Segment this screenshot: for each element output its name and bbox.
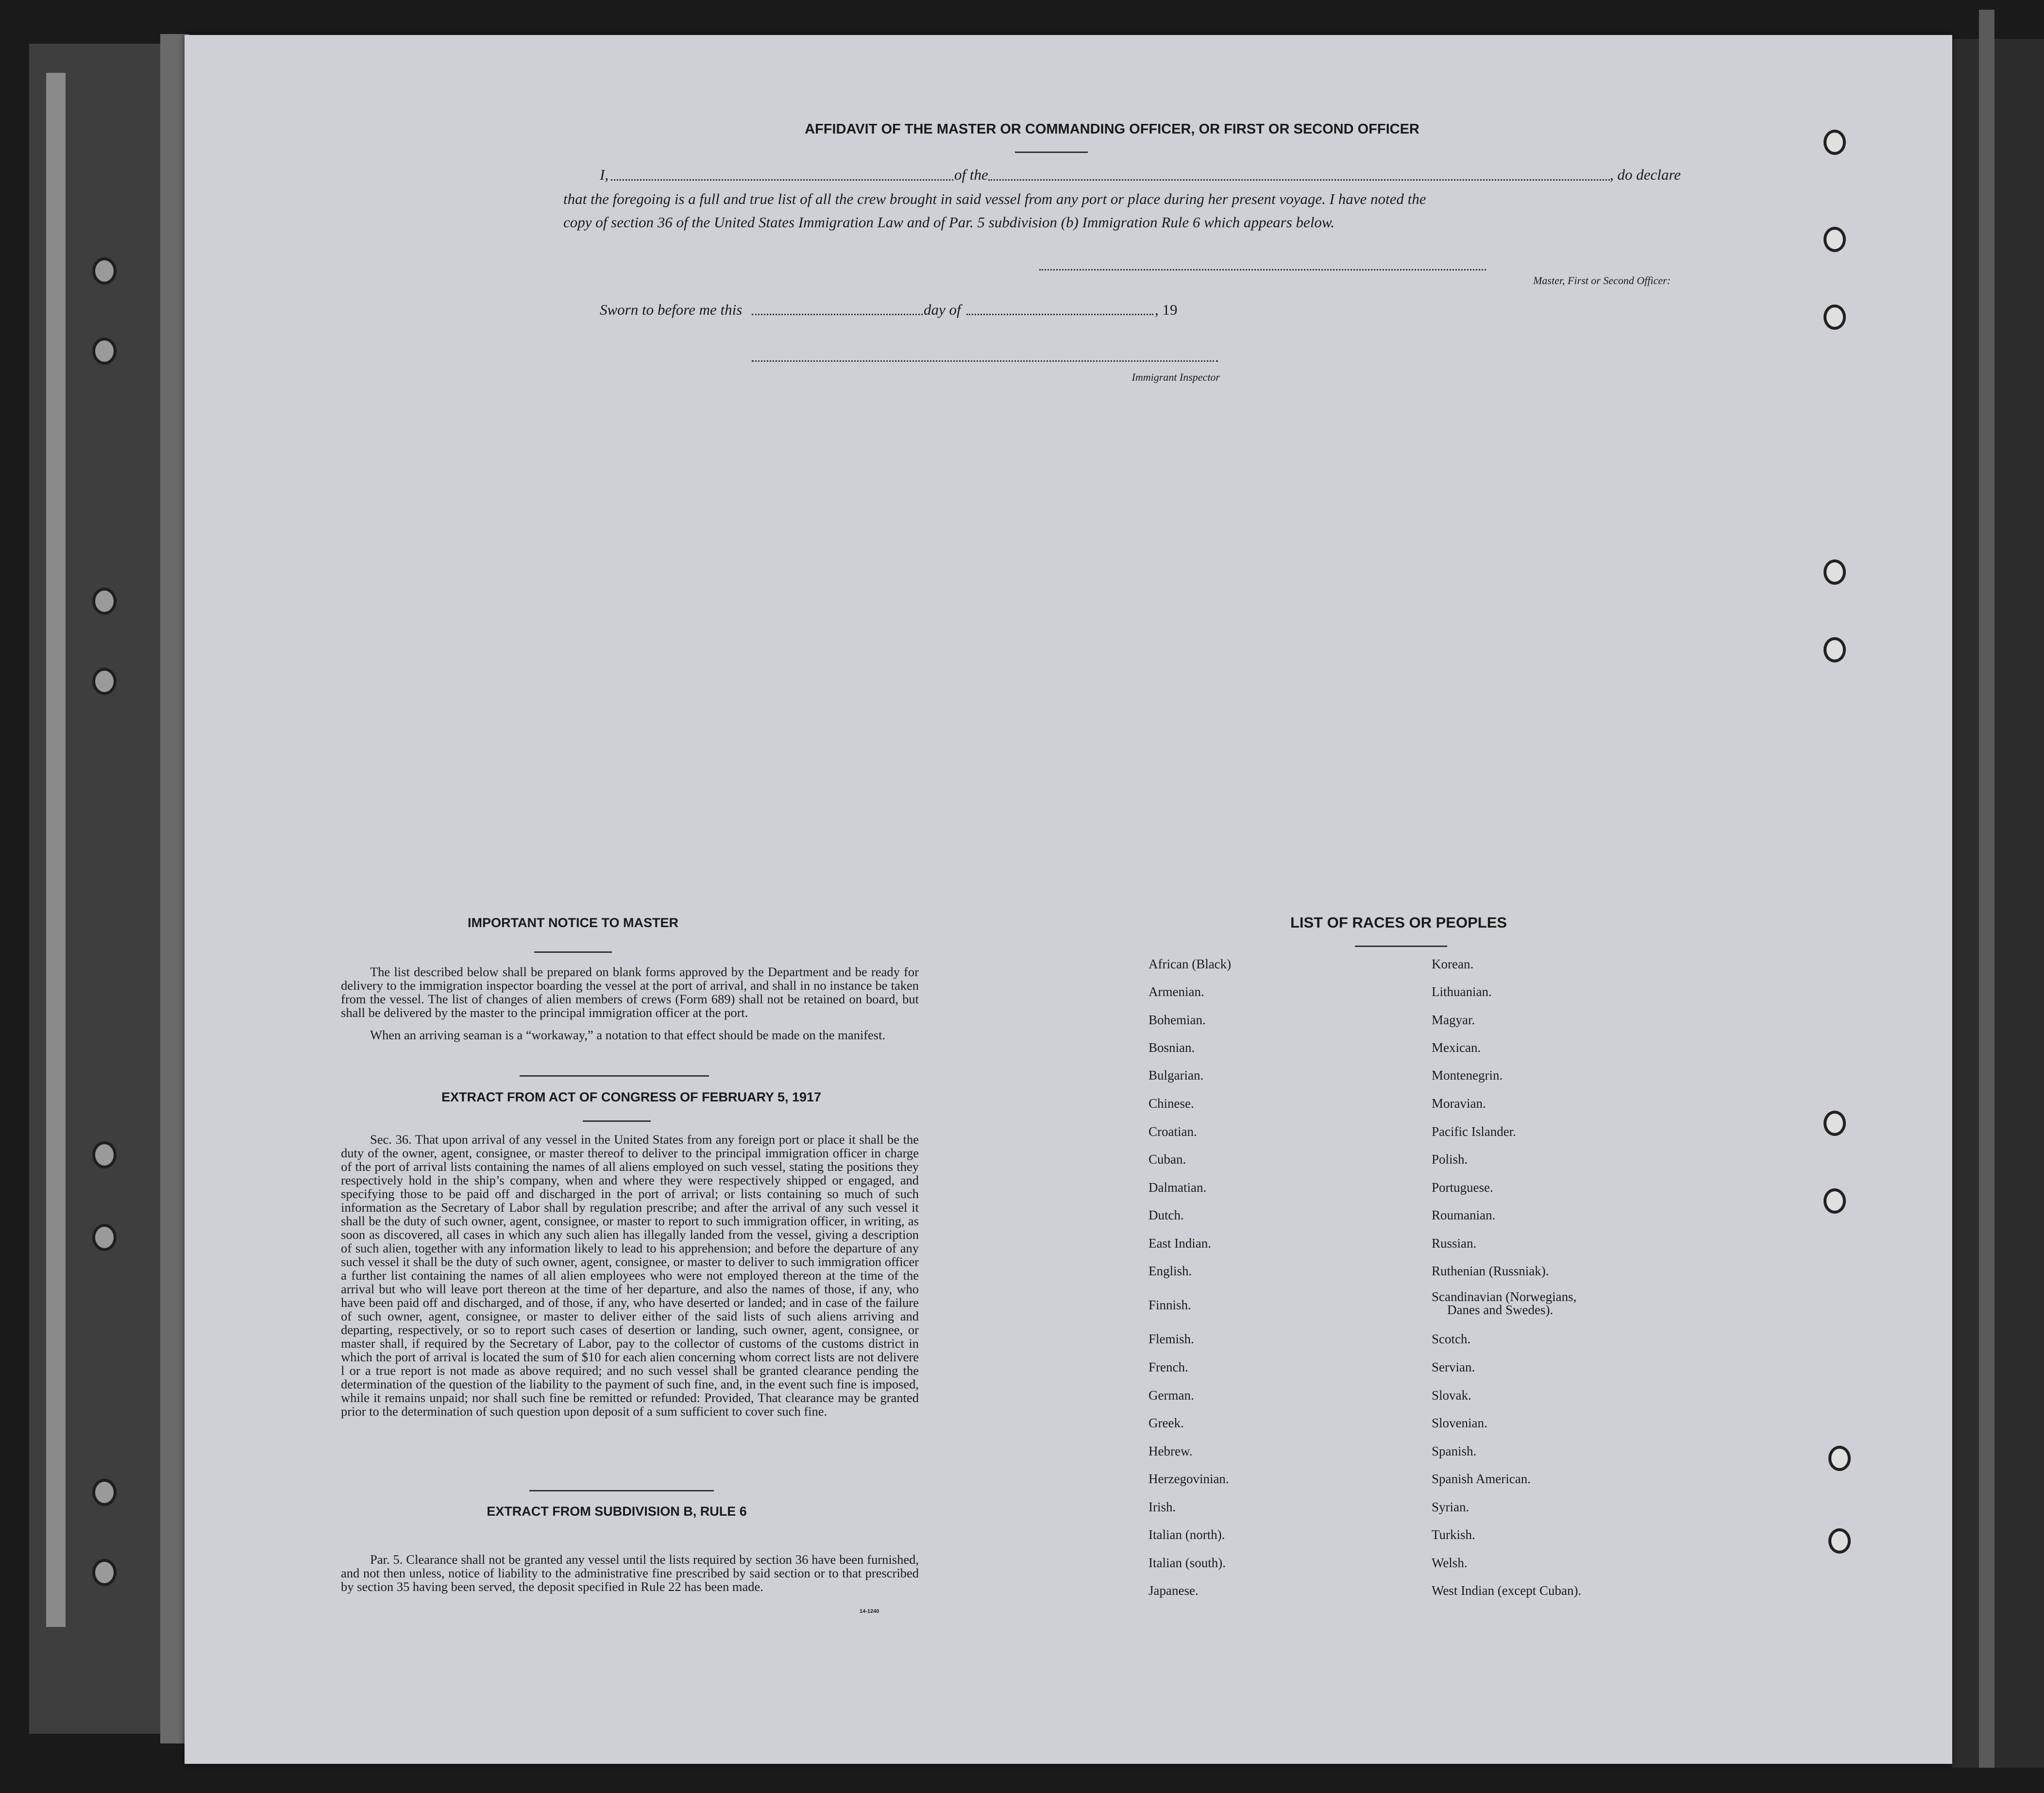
notice-paragraph-1: The list described below shall be prepared on blank forms approved by the Department and be ready for delivery to the immigration inspector boarding the vessel at the port of arrival, and shall in no instance be taken from the vessel. The list of changes of alien members of crews (Form 689) shall not be retained on board, but shall be delivered by the master to the principal immigration officer at the port. — [341, 964, 919, 1020]
declarant-name-field[interactable] — [611, 179, 953, 181]
race-left-item: Dalmatian. — [1149, 1180, 1207, 1195]
officer-signature-label: Master, First or Second Officer: — [1533, 274, 1671, 287]
punch-hole — [1824, 130, 1846, 155]
affidavit-title: AFFIDAVIT OF THE MASTER OR COMMANDING OFFICER, OR FIRST OR SECOND OFFICER — [805, 121, 1419, 137]
race-right-item: Russian. — [1432, 1236, 1477, 1251]
race-right-item: Magyar. — [1432, 1013, 1475, 1027]
vessel-name-field[interactable] — [988, 179, 1610, 181]
race-right-item: West Indian (except Cuban). — [1432, 1583, 1582, 1598]
binder-hole — [92, 588, 117, 615]
act-title: EXTRACT FROM ACT OF CONGRESS OF FEBRUARY 5, 1917 — [441, 1090, 822, 1104]
race-right-item: Polish. — [1432, 1152, 1468, 1167]
punch-hole — [1828, 1446, 1851, 1471]
race-left-item: Finnish. — [1149, 1298, 1191, 1312]
declare-label: , do declare — [1610, 166, 1681, 183]
declaration-line-2: that the foregoing is a full and true list of all the crew brought in said vessel from any port or place during her present voyage. I have noted the — [563, 190, 1426, 207]
binder-hole — [92, 1141, 117, 1168]
form-page — [185, 35, 1952, 1764]
race-right-item: Montenegrin. — [1432, 1068, 1503, 1083]
binder-hole — [92, 668, 117, 695]
race-right-item: Servian. — [1432, 1360, 1475, 1374]
race-left-item: Italian (south). — [1149, 1556, 1226, 1570]
race-left-item: African (Black) — [1149, 957, 1232, 971]
act-section-36-text: Sec. 36. That upon arrival of any vessel in the United States from any foreign port or place it shall be the duty of the owner, agent, consignee, or master thereof to deliver to the principal immigration officer in charge of the port of arrival lists containing the names of all aliens employed on such vessel, stating the positions they respectively hold in the ship’s company, when and where they were respectively shipped or engaged, and specifying those to be paid off and discharged in the port of arrival; or lists containing so much of such information as the Secretary of Labor shall by regulation prescribe; and after the arrival of any such vessel it shall be the duty of such owner, agent, consignee, or master to report to such immigration officer, in writing, as soon as discovered, all cases in which any such alien has illegally landed from the vessel, giving a description of such alien, together with any information likely to lead to his apprehension; and before the departure of any such vessel it shall be the duty of such owner, agent, consignee, or master to deliver to such immigration officer a further list containing the names of all alien employees who were not employed thereon at the time of the arrival but who will leave port thereon at the time of her departure, and also the names of those, if any, who have been paid off and discharged, and of those, if any, who have deserted or landed; and in case of the failure of such owner, agent, consignee, or master to deliver either of the said lists of such aliens arriving and departing, respectively, or so to report such cases of desertion or landing, such owner, agent, consignee, or master shall, if required by the Secretary of Labor, pay to the collector of customs of the customs district in which the port of arrival is located the sum of $10 for each alien concerning whom correct lists are not delivere l or a true report is not made as above required; and no such vessel shall be granted clearance pending the determination of the question of the liability to the payment of such fine, and, in the event such fine is imposed, while it remains unpaid; nor shall such fine be remitted or refunded: Provided, That clearance may be granted prior to the determination of such question upon deposit of a sum sufficient to cover such fine. — [341, 1132, 919, 1419]
race-left-item: Chinese. — [1149, 1096, 1194, 1111]
sworn-label: Sworn to before me this — [600, 301, 743, 318]
form-number: 14-1240 — [860, 1608, 879, 1614]
race-left-item: East Indian. — [1149, 1236, 1211, 1251]
race-right-item: Syrian. — [1432, 1500, 1470, 1514]
race-right-item: Lithuanian. — [1432, 984, 1492, 999]
race-left-item: Herzegovinian. — [1149, 1472, 1229, 1486]
race-left-item: Greek. — [1149, 1416, 1184, 1430]
punch-hole — [1824, 1188, 1846, 1214]
sworn-year-label: , 19 — [1155, 301, 1178, 318]
race-left-item: Cuban. — [1149, 1152, 1186, 1167]
race-right-item: Spanish. — [1432, 1444, 1477, 1458]
punch-hole — [1828, 1528, 1851, 1554]
officer-signature-field[interactable] — [1039, 269, 1486, 271]
race-left-item: Bohemian. — [1149, 1013, 1206, 1027]
binder-hole — [92, 257, 117, 285]
punch-hole — [1824, 559, 1846, 585]
punch-hole — [1824, 304, 1846, 330]
race-right-item: Mexican. — [1432, 1040, 1481, 1055]
race-left-item: German. — [1149, 1388, 1194, 1403]
race-left-item: Italian (north). — [1149, 1527, 1225, 1542]
title-rule — [1015, 152, 1088, 153]
race-left-item: English. — [1149, 1264, 1192, 1278]
inspector-signature-field[interactable] — [752, 360, 1218, 362]
binder-right-edge — [1952, 39, 2044, 1768]
races-title: LIST OF RACES OR PEOPLES — [1290, 914, 1507, 931]
races-rule — [1355, 946, 1447, 947]
notice-paragraph-2: When an arriving seaman is a “workaway,” a notation to that effect should be made on the manifest. — [370, 1028, 886, 1042]
binder-hole — [92, 1479, 117, 1506]
race-left-item: French. — [1149, 1360, 1188, 1374]
race-right-item: Welsh. — [1432, 1556, 1468, 1570]
race-right-item: Danes and Swedes). — [1447, 1302, 1554, 1317]
race-right-item: Roumanian. — [1432, 1208, 1496, 1222]
race-right-item: Korean. — [1432, 957, 1474, 971]
race-left-item: Irish. — [1149, 1500, 1176, 1514]
race-right-item: Spanish American. — [1432, 1472, 1531, 1486]
race-right-item: Portuguese. — [1432, 1180, 1493, 1195]
declarant-label: I, — [600, 166, 609, 183]
rule-title: EXTRACT FROM SUBDIVISION B, RULE 6 — [487, 1504, 747, 1519]
rule-par-5-text: Par. 5. Clearance shall not be granted any vessel until the lists required by section 36 have been furnished, and not then unless, notice of liability to the administrative fine prescribed by said section or to that prescribed by section 35 having been served, the deposit specified in Rule 22 has been made. — [341, 1552, 919, 1594]
race-left-item: Armenian. — [1149, 984, 1204, 999]
binder-hole — [92, 1224, 117, 1251]
punch-hole — [1824, 1111, 1846, 1136]
race-left-item: Dutch. — [1149, 1208, 1184, 1222]
race-right-item: Slovenian. — [1432, 1416, 1487, 1430]
race-left-item: Croatian. — [1149, 1124, 1197, 1139]
sworn-day-field[interactable] — [752, 314, 923, 315]
race-left-item: Hebrew. — [1149, 1444, 1193, 1458]
inspector-signature-label: Immigrant Inspector — [1132, 371, 1220, 383]
race-right-item: Pacific Islander. — [1432, 1124, 1516, 1139]
race-right-item: Ruthenian (Russniak). — [1432, 1264, 1549, 1278]
sworn-month-field[interactable] — [966, 314, 1153, 315]
race-left-item: Bulgarian. — [1149, 1068, 1204, 1083]
punch-hole — [1824, 637, 1846, 662]
binder-spine-strip — [46, 73, 66, 1627]
race-right-item: Moravian. — [1432, 1096, 1486, 1111]
binder-hole — [92, 1559, 117, 1586]
act-bottom-rule — [583, 1120, 651, 1122]
vessel-of-label: of the — [954, 166, 988, 183]
race-right-item: Scotch. — [1432, 1332, 1471, 1346]
race-left-item: Japanese. — [1149, 1583, 1199, 1598]
act-top-rule — [520, 1075, 709, 1077]
rule-top-rule — [529, 1490, 714, 1491]
race-left-item: Flemish. — [1149, 1332, 1194, 1346]
notice-title: IMPORTANT NOTICE TO MASTER — [468, 915, 678, 930]
binder-right-strip — [1979, 10, 1994, 1768]
binder-hole — [92, 338, 117, 365]
punch-hole — [1824, 227, 1846, 252]
race-right-item: Scandinavian (Norwegians, — [1432, 1289, 1577, 1304]
sworn-day-label: day of — [924, 301, 961, 318]
declaration-line-3: copy of section 36 of the United States Immigration Law and of Par. 5 subdivision (b) Immigration Rule 6 which appears below. — [563, 214, 1335, 231]
race-right-item: Slovak. — [1432, 1388, 1471, 1403]
race-right-item: Turkish. — [1432, 1527, 1475, 1542]
race-left-item: Bosnian. — [1149, 1040, 1195, 1055]
notice-rule — [534, 951, 612, 953]
